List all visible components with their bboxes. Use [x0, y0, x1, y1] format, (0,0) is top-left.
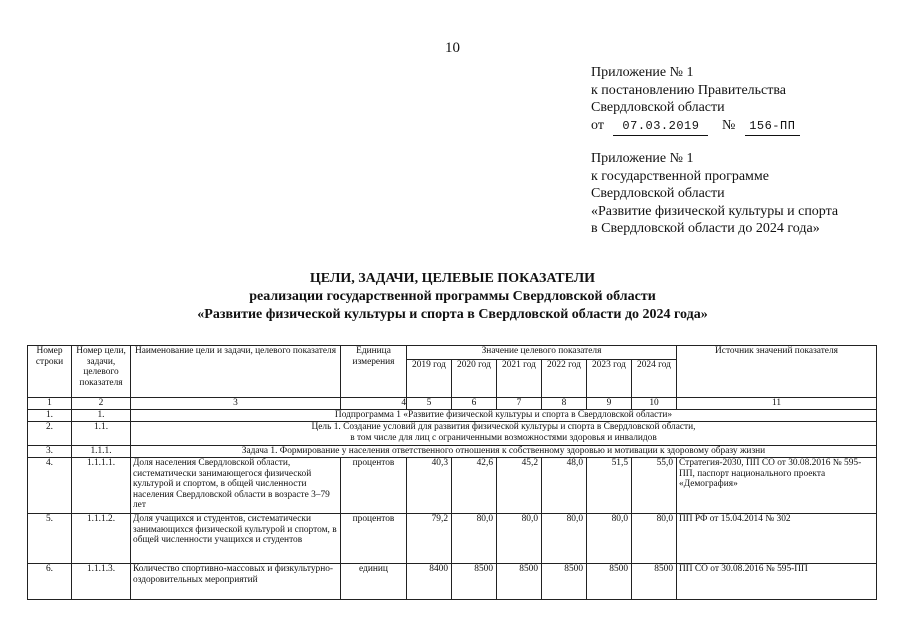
task-row	[28, 446, 877, 458]
column-number: 2	[72, 398, 131, 410]
column-number: 8	[542, 398, 587, 410]
row-number: 2.	[28, 422, 72, 446]
header-year: 2020 год	[452, 360, 497, 398]
indicator-name: Доля населения Свердловской области, систематически занимающегося физической культурой и спортом, в общей численности населения Свердловской области в возрасте 3–79 лет	[131, 458, 341, 514]
indicator-value: 80,0	[497, 514, 542, 564]
table-row	[28, 514, 877, 564]
column-number: 6	[452, 398, 497, 410]
row-code: 1.1.1.1.	[72, 458, 131, 514]
appendix-line: в Свердловской области до 2024 года»	[591, 221, 820, 236]
indicator-value: 80,0	[632, 514, 677, 564]
indicator-source: ПП СО от 30.08.2016 № 595-ПП	[677, 564, 877, 600]
document-subtitle: реализации государственной программы Свердловской области	[249, 289, 656, 304]
appendix-line: к государственной программе	[591, 168, 769, 184]
indicator-value: 51,5	[587, 458, 632, 514]
header-year: 2024 год	[632, 360, 677, 398]
column-number: 5	[407, 398, 452, 410]
indicator-value: 45,2	[497, 458, 542, 514]
table-row	[28, 564, 877, 600]
indicator-source: Стратегия-2030, ПП СО от 30.08.2016 № 595-ПП, паспорт национального проекта «Демография»	[677, 458, 877, 514]
goal-text-line: Цель 1. Создание условий для развития физической культуры и спорта в Свердловской области,	[311, 422, 696, 432]
column-number: 10	[632, 398, 677, 410]
row-number: 4.	[28, 458, 72, 514]
indicator-value: 8500	[587, 564, 632, 600]
column-number: 4	[341, 398, 407, 410]
goal-text-line: в том числе для лиц с ограниченными возможностями здоровья и инвалидов	[350, 432, 657, 443]
header-year: 2023 год	[587, 360, 632, 398]
row-code: 1.1.1.3.	[72, 564, 131, 600]
number-label: №	[721, 117, 736, 133]
header-unit: Единица измерения	[341, 346, 407, 398]
header-year: 2019 год	[407, 360, 452, 398]
row-number: 1.	[28, 410, 72, 422]
header-name: Наименование цели и задачи, целевого показателя	[131, 346, 341, 398]
goal-text	[131, 422, 877, 446]
indicator-unit: единиц	[341, 564, 407, 600]
page-number: 10	[445, 40, 460, 56]
task-text: Задача 1. Формирование у населения ответственного отношения к собственному здоровью и мотивации к здоровому образу жизни	[131, 446, 877, 458]
indicator-value: 55,0	[632, 458, 677, 514]
indicator-value: 80,0	[587, 514, 632, 564]
header-year: 2021 год	[497, 360, 542, 398]
from-label: от	[591, 117, 604, 133]
appendix-line: Приложение № 1	[591, 151, 694, 166]
header-goal-no: Номер цели, задачи, целевого показателя	[72, 346, 131, 398]
indicator-source: ПП РФ от 15.04.2014 № 302	[677, 514, 877, 564]
header-source: Источник значений показателя	[677, 346, 877, 398]
appendix-line: Приложение № 1	[591, 65, 694, 80]
indicator-value: 80,0	[452, 514, 497, 564]
indicator-name: Количество спортивно-массовых и физкультурно-оздоровительных мероприятий	[131, 564, 341, 600]
appendix-line: к постановлению Правительства	[591, 82, 787, 98]
indicator-value: 80,0	[542, 514, 587, 564]
row-code: 1.1.1.2.	[72, 514, 131, 564]
indicator-value: 8500	[542, 564, 587, 600]
indicator-unit: процентов	[341, 514, 407, 564]
row-number: 6.	[28, 564, 72, 600]
indicator-value: 79,2	[407, 514, 452, 564]
appendix-line: «Развитие физической культуры и спорта	[591, 203, 839, 219]
indicator-value: 48,0	[542, 458, 587, 514]
header-row-no: Номер строки	[28, 346, 72, 398]
subprogram-title: Подпрограмма 1 «Развитие физической культуры и спорта в Свердловской области»	[131, 410, 877, 422]
indicator-value: 40,3	[407, 458, 452, 514]
header-year: 2022 год	[542, 360, 587, 398]
appendix-date-line	[591, 117, 800, 137]
column-number: 11	[677, 398, 877, 410]
resolution-date: 07.03.2019	[613, 118, 708, 137]
indicator-value: 8400	[407, 564, 452, 600]
indicator-value: 8500	[497, 564, 542, 600]
appendix-line: Свердловской области	[591, 186, 725, 201]
appendix-block-resolution	[591, 64, 800, 136]
row-code: 1.1.	[72, 422, 131, 446]
indicator-name: Доля учащихся и студентов, систематически занимающихся физической культурой и спортом, в общей численности учащихся и студентов	[131, 514, 341, 564]
row-number: 3.	[28, 446, 72, 458]
column-number: 7	[497, 398, 542, 410]
indicators-table	[27, 345, 877, 600]
row-code: 1.1.1.	[72, 446, 131, 458]
row-number: 5.	[28, 514, 72, 564]
column-number: 9	[587, 398, 632, 410]
resolution-number: 156-ПП	[745, 118, 800, 137]
goal-row	[28, 422, 877, 446]
program-name: «Развитие физической культуры и спорта в Свердловской области до 2024 года»	[197, 307, 708, 322]
column-number: 1	[28, 398, 72, 410]
column-number: 3	[131, 398, 341, 410]
indicator-value: 42,6	[452, 458, 497, 514]
document-title: ЦЕЛИ, ЗАДАЧИ, ЦЕЛЕВЫЕ ПОКАЗАТЕЛИ	[309, 271, 596, 286]
column-numbers-row	[28, 398, 877, 410]
row-code: 1.	[72, 410, 131, 422]
appendix-line: Свердловской области	[591, 100, 725, 115]
indicator-value: 8500	[452, 564, 497, 600]
indicator-value: 8500	[632, 564, 677, 600]
table-row	[28, 458, 877, 514]
header-value: Значение целевого показателя	[407, 346, 677, 360]
appendix-block-program	[591, 150, 838, 238]
subprogram-row	[28, 410, 877, 422]
indicator-unit: процентов	[341, 458, 407, 514]
